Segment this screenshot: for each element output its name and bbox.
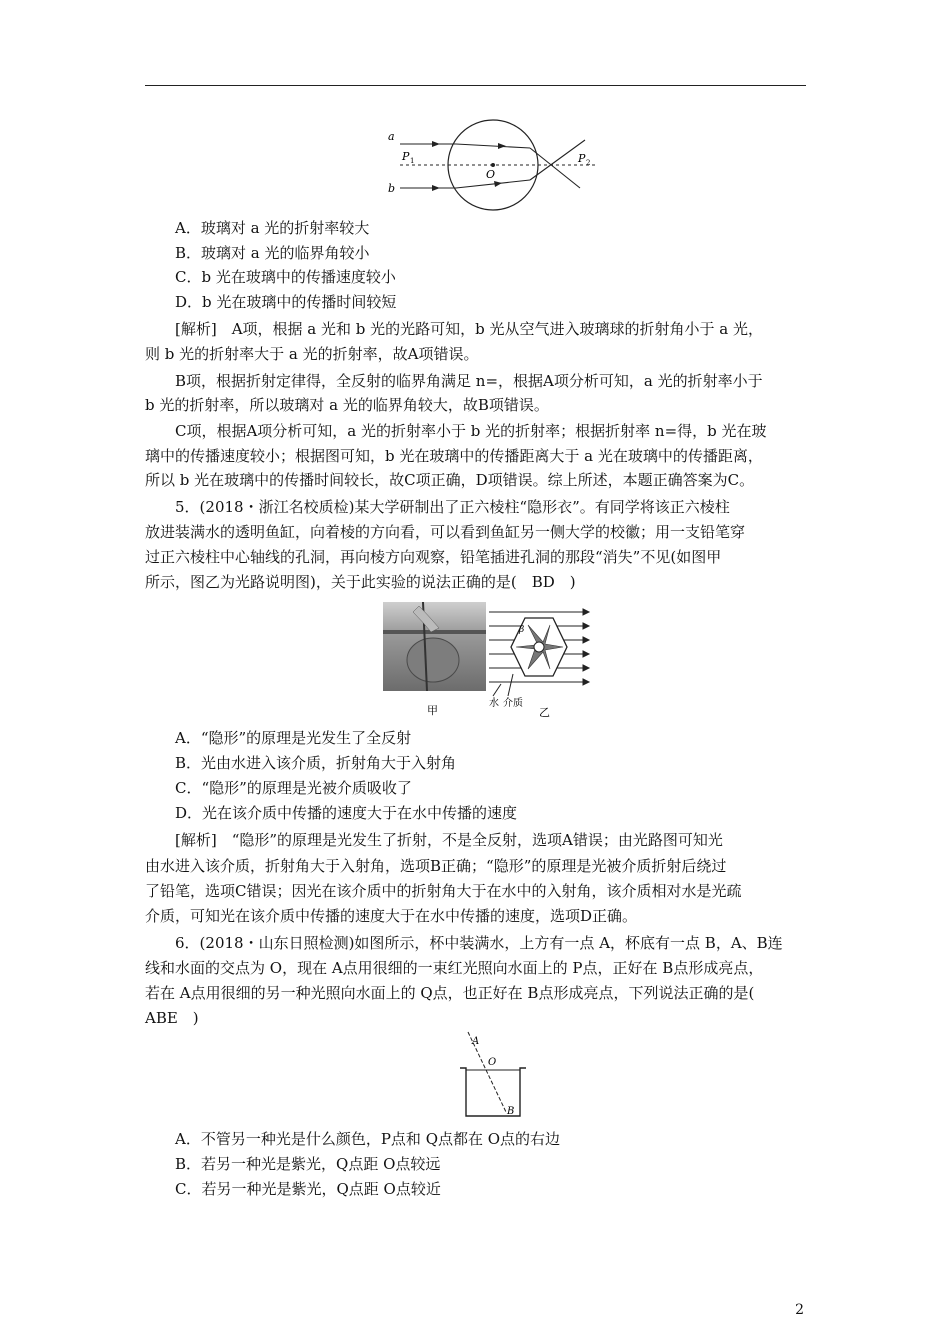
q5-stem-line-3: 过正六棱柱中心轴线的孔洞，再向棱方向观察，铅笔插进孔洞的那段“消失”不见(如图甲 (145, 548, 722, 566)
q4-analysis-line-4: b 光的折射率，所以玻璃对 a 光的临界角较大，故B项错误。 (145, 396, 549, 414)
q4-analysis-line-2: 则 b 光的折射率大于 a 光的折射率，故A项错误。 (145, 345, 479, 363)
q4-option-a: A．玻璃对 a 光的折射率较大 (175, 219, 370, 237)
page-number: 2 (795, 1302, 804, 1318)
beta-label: β (519, 625, 525, 635)
q4-option-d: D．b 光在玻璃中的传播时间较短 (175, 293, 397, 311)
point-a-label: A (472, 1036, 480, 1047)
figure-yi-label: 乙 (539, 706, 550, 719)
q5-analysis-line-3: 了铅笔，选项C错误；因光在该介质中的折射角大于在水中的入射角，该介质相对水是光疏 (145, 882, 742, 900)
figure-glass-sphere (380, 118, 610, 213)
q6-option-b: B．若另一种光是紫光，Q点距 O点较远 (175, 1155, 441, 1173)
q5-stem-line-1: 5．(2018・浙江名校质检)某大学研制出了正六棱柱“隐形衣”。有同学将该正六棱柱 (175, 498, 730, 516)
q5-stem-line-2: 放进装满水的透明鱼缸，向着棱的方向看，可以看到鱼缸另一侧大学的校徽；用一支铅笔穿 (145, 523, 746, 541)
q4-analysis-line-1: [解析] A项，根据 a 光和 b 光的光路可知，b 光从空气进入玻璃球的折射角小于 a 光， (175, 320, 764, 338)
q6-option-c: C．若另一种光是紫光，Q点距 O点较近 (175, 1180, 441, 1198)
q6-stem-line-4: ABE ) (145, 1009, 199, 1027)
q5-option-b: B．光由水进入该介质，折射角大于入射角 (175, 754, 457, 772)
q5-analysis-line-1: [解析] “隐形”的原理是光发生了折射，不是全反射，选项A错误；由光路图可知光 (175, 831, 723, 849)
p1-label: P (402, 150, 410, 163)
medium-label: 介质 (503, 698, 523, 709)
q5-option-c: C．“隐形”的原理是光被介质吸收了 (175, 779, 412, 797)
p2-subscript: 2 (586, 159, 591, 167)
q6-stem-line-3: 若在 A点用很细的另一种光照向水面上的 Q点，也正好在 B点形成亮点，下列说法正确的是( (145, 984, 755, 1002)
q4-analysis-line-7: 所以 b 光在玻璃中的传播时间较长，故C项正确，D项错误。综上所述，本题正确答案为C。 (145, 471, 755, 489)
p1-subscript: 1 (410, 157, 415, 165)
q6-stem-line-2: 线和水面的交点为 O，现在 A点用很细的一束红光照向水面上的 P点，正好在 B点形成亮点， (145, 959, 764, 977)
q4-option-b: B．玻璃对 a 光的临界角较小 (175, 244, 370, 262)
q5-analysis-line-4: 介质，可知光在该介质中传播的速度大于在水中传播的速度，选项D正确。 (145, 907, 638, 925)
figure-hexagon-invisibility (383, 602, 603, 720)
q5-option-a: A．“隐形”的原理是光发生了全反射 (175, 729, 412, 747)
q5-analysis-line-2: 由水进入该介质，折射角大于入射角，选项B正确；“隐形”的原理是光被介质折射后绕过 (145, 857, 727, 875)
figure-cup (452, 1030, 532, 1122)
q4-analysis-line-3: B项，根据折射定律得，全反射的临界角满足 n=，根据A项分析可知，a 光的折射率小于 (175, 372, 763, 390)
center-o-label: O (486, 168, 496, 181)
q4-option-c: C．b 光在玻璃中的传播速度较小 (175, 268, 396, 286)
q6-stem-line-1: 6．(2018・山东日照检测)如图所示，杯中装满水，上方有一点 A，杯底有一点 B，A、B连 (175, 934, 783, 952)
q5-option-d: D．光在该介质中传播的速度大于在水中传播的速度 (175, 804, 518, 822)
q6-option-a: A．不管另一种光是什么颜色，P点和 Q点都在 O点的右边 (175, 1130, 561, 1148)
water-label: 水 (489, 698, 499, 709)
q4-analysis-line-5: C项，根据A项分析可知，a 光的折射率小于 b 光的折射率；根据折射率 n=得，b 光在玻 (175, 422, 767, 440)
point-o-label: O (488, 1057, 497, 1068)
figure-jia-label: 甲 (427, 704, 438, 717)
diagram-yi (489, 609, 589, 696)
header-rule (145, 85, 806, 86)
point-b-label: B (507, 1106, 515, 1117)
q5-stem-line-4: 所示，图乙为光路说明图)，关于此实验的说法正确的是( BD ) (145, 573, 576, 591)
ray-b-label: b (388, 182, 396, 195)
photo-jia (383, 602, 486, 691)
p2-label: P (578, 152, 586, 165)
q4-analysis-line-6: 璃中的传播速度较小；根据图可知，b 光在玻璃中的传播距离大于 a 光在玻璃中的传播距离， (145, 447, 763, 465)
ray-a-label: a (388, 130, 395, 143)
